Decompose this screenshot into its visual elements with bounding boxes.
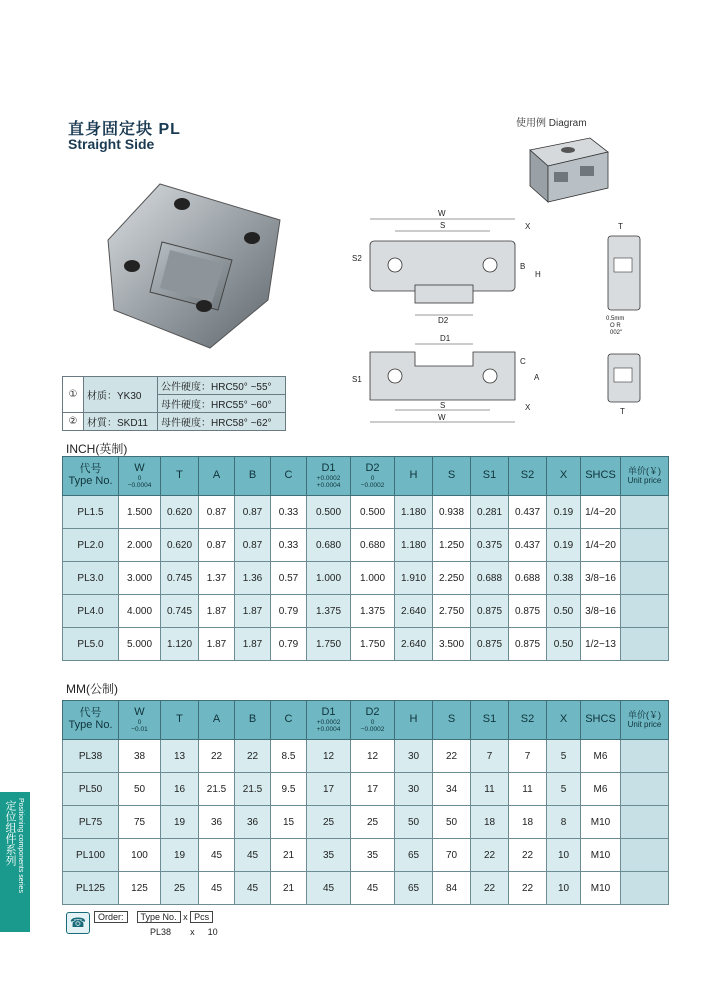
table-cell: 0.87 (235, 529, 271, 562)
header-type: 代号 Type No. (63, 701, 119, 740)
unit-price-cell[interactable] (621, 740, 669, 773)
material-hardness: 母件硬度：HRC55° ~60° (158, 395, 286, 413)
dim-h-label: H (535, 270, 541, 279)
dim-a-label: A (534, 373, 540, 382)
unit-price-cell[interactable] (621, 628, 669, 661)
table-cell: 0.33 (271, 529, 307, 562)
table-cell: 1.87 (199, 628, 235, 661)
table-cell: 36 (235, 806, 271, 839)
header-t: T (161, 457, 199, 496)
table-cell: 45 (307, 872, 351, 905)
drawing-top-view (340, 205, 550, 325)
material-hardness: 公件硬度：HRC50° ~55° (158, 377, 286, 395)
header-d1: D1 +0.0002 +0.0004 (307, 457, 351, 496)
table-cell: 21.5 (235, 773, 271, 806)
table-cell: 22 (471, 839, 509, 872)
table-cell: 0.87 (199, 496, 235, 529)
table-cell: 4.000 (119, 595, 161, 628)
table-cell: 65 (395, 839, 433, 872)
header-a: A (199, 701, 235, 740)
material-row (63, 413, 286, 431)
table-row (63, 562, 669, 595)
table-row (63, 628, 669, 661)
table-cell: 34 (433, 773, 471, 806)
table-cell: 0.375 (471, 529, 509, 562)
material-hardness: 母件硬度：HRC58° ~62° (158, 413, 286, 431)
dim-x-label-bottom: X (525, 403, 531, 412)
table-cell: 22 (471, 872, 509, 905)
table-cell: 1.750 (351, 628, 395, 661)
header-d1: D1 +0.0002 +0.0004 (307, 701, 351, 740)
table-cell: 0.620 (161, 529, 199, 562)
table-cell: 1/4−20 (581, 529, 621, 562)
unit-price-cell[interactable] (621, 595, 669, 628)
table-cell: 1.500 (119, 496, 161, 529)
table-cell: 45 (235, 839, 271, 872)
order-pcs-label: Pcs (190, 911, 213, 923)
order-type-label: Type No. (137, 911, 181, 923)
table-cell: 0.437 (509, 496, 547, 529)
table-cell: 21 (271, 872, 307, 905)
material-index: ② (63, 413, 84, 431)
table-cell: 12 (351, 740, 395, 773)
table-cell: 0.938 (433, 496, 471, 529)
table-cell: 2.640 (395, 595, 433, 628)
header-s2: S2 (509, 701, 547, 740)
side-tab-en: Positioning components series (17, 798, 24, 893)
order-line (94, 912, 213, 922)
table-row (63, 529, 669, 562)
table-cell: PL125 (63, 872, 119, 905)
material-name: 材質：SKD11 (84, 413, 158, 431)
table-row (63, 872, 669, 905)
order-example (150, 927, 218, 937)
table-cell: 8.5 (271, 740, 307, 773)
header-t: T (161, 701, 199, 740)
table-cell: 70 (433, 839, 471, 872)
table-cell: 8 (547, 806, 581, 839)
dim-w-label-bottom: W (438, 413, 446, 422)
table-cell: 7 (509, 740, 547, 773)
table-cell: 21.5 (199, 773, 235, 806)
table-cell: 0.87 (199, 529, 235, 562)
table-cell: PL3.0 (63, 562, 119, 595)
table-cell: 0.680 (351, 529, 395, 562)
table-cell: 10 (547, 839, 581, 872)
table-cell: 0.19 (547, 496, 581, 529)
mm-spec-table (62, 700, 669, 905)
table-cell: 0.875 (471, 595, 509, 628)
table-cell: 19 (161, 839, 199, 872)
dim-t-label: T (618, 222, 623, 231)
table-cell: 50 (395, 806, 433, 839)
mm-table-body (63, 740, 669, 905)
table-cell: M6 (581, 773, 621, 806)
table-cell: 3.500 (433, 628, 471, 661)
header-x: X (547, 701, 581, 740)
table-cell: 10 (547, 872, 581, 905)
table-cell: 0.875 (509, 595, 547, 628)
table-cell: 0.38 (547, 562, 581, 595)
order-label: Order: (94, 911, 128, 923)
table-cell: 1.250 (433, 529, 471, 562)
table-cell: 22 (433, 740, 471, 773)
dim-d2-label: D2 (438, 316, 449, 325)
diagram-label: 使用例 Diagram (516, 118, 587, 129)
unit-price-cell[interactable] (621, 562, 669, 595)
table-cell: 25 (161, 872, 199, 905)
table-cell: 45 (199, 839, 235, 872)
table-cell: 25 (307, 806, 351, 839)
table-header-row (63, 701, 669, 740)
radius-label-2: O R (610, 323, 621, 329)
table-cell: 5 (547, 740, 581, 773)
header-c: C (271, 457, 307, 496)
header-s1: S1 (471, 457, 509, 496)
table-cell: 1.87 (235, 595, 271, 628)
table-cell: PL38 (63, 740, 119, 773)
table-cell: 1/4−20 (581, 496, 621, 529)
table-cell: 1.120 (161, 628, 199, 661)
header-c: C (271, 701, 307, 740)
table-cell: 9.5 (271, 773, 307, 806)
table-cell: 0.745 (161, 595, 199, 628)
table-cell: 1.375 (307, 595, 351, 628)
header-shcs: SHCS (581, 457, 621, 496)
table-cell: 1.87 (199, 595, 235, 628)
side-category-tab (0, 792, 30, 932)
table-cell: 38 (119, 740, 161, 773)
dim-w-label: W (438, 209, 446, 218)
table-cell: 100 (119, 839, 161, 872)
table-cell: 0.50 (547, 628, 581, 661)
dim-s-label-bottom: S (440, 401, 446, 410)
table-cell: 45 (235, 872, 271, 905)
unit-price-cell[interactable] (621, 839, 669, 872)
table-cell: 2.640 (395, 628, 433, 661)
header-h: H (395, 701, 433, 740)
table-cell: 1.000 (351, 562, 395, 595)
header-s: S (433, 701, 471, 740)
table-cell: PL100 (63, 839, 119, 872)
table-cell: 1.87 (235, 628, 271, 661)
table-cell: 22 (509, 872, 547, 905)
table-cell: 7 (471, 740, 509, 773)
table-cell: 0.19 (547, 529, 581, 562)
table-cell: 25 (351, 806, 395, 839)
table-cell: 0.281 (471, 496, 509, 529)
dim-c-label: C (520, 357, 526, 366)
material-table (62, 376, 286, 431)
table-cell: 0.500 (307, 496, 351, 529)
table-cell: 11 (471, 773, 509, 806)
order-example-qty: 10 (207, 927, 218, 937)
table-row (63, 773, 669, 806)
unit-price-cell[interactable] (621, 496, 669, 529)
table-cell: 3/8−16 (581, 562, 621, 595)
table-row (63, 595, 669, 628)
table-cell: 36 (199, 806, 235, 839)
table-cell: M10 (581, 839, 621, 872)
table-cell: 5.000 (119, 628, 161, 661)
table-cell: 17 (351, 773, 395, 806)
table-cell: 18 (471, 806, 509, 839)
table-cell: 22 (199, 740, 235, 773)
table-cell: 0.745 (161, 562, 199, 595)
order-example-x: x (190, 927, 195, 937)
table-cell: 3/8−16 (581, 595, 621, 628)
dim-b-label: B (520, 262, 526, 271)
table-cell: 19 (161, 806, 199, 839)
table-cell: 13 (161, 740, 199, 773)
inch-section-label: INCH(英制) (66, 442, 128, 456)
header-b: B (235, 701, 271, 740)
dim-x-label: X (525, 222, 531, 231)
table-cell: PL2.0 (63, 529, 119, 562)
table-cell: 0.87 (235, 496, 271, 529)
inch-spec-table (62, 456, 669, 661)
table-cell: 17 (307, 773, 351, 806)
table-cell: 30 (395, 740, 433, 773)
page-title: 直身固定块 PL (68, 121, 181, 138)
dim-s-label: S (440, 221, 446, 230)
table-cell: 22 (235, 740, 271, 773)
unit-price-cell[interactable] (621, 773, 669, 806)
table-cell: 1/2−13 (581, 628, 621, 661)
table-cell: 2.250 (433, 562, 471, 595)
header-w: W 0 −0.0004 (119, 457, 161, 496)
header-a: A (199, 457, 235, 496)
usage-diagram (520, 130, 610, 205)
table-cell: 1.180 (395, 529, 433, 562)
table-cell: 1.000 (307, 562, 351, 595)
table-cell: PL50 (63, 773, 119, 806)
table-header-row (63, 457, 669, 496)
table-cell: PL4.0 (63, 595, 119, 628)
table-cell: 1.37 (199, 562, 235, 595)
page-subtitle: Straight Side (68, 136, 155, 152)
table-cell: 5 (547, 773, 581, 806)
table-cell: 0.875 (509, 628, 547, 661)
table-cell: PL1.5 (63, 496, 119, 529)
header-s: S (433, 457, 471, 496)
material-index: ① (63, 377, 84, 413)
order-example-type: PL38 (150, 927, 172, 937)
table-cell: PL75 (63, 806, 119, 839)
table-cell: 30 (395, 773, 433, 806)
table-cell: 45 (199, 872, 235, 905)
table-cell: 22 (509, 839, 547, 872)
header-b: B (235, 457, 271, 496)
table-cell: M10 (581, 872, 621, 905)
dim-s1-label: S1 (352, 375, 362, 384)
mm-section-label: MM(公制) (66, 682, 118, 696)
table-cell: 1.180 (395, 496, 433, 529)
table-cell: 35 (351, 839, 395, 872)
table-cell: 50 (433, 806, 471, 839)
table-cell: 15 (271, 806, 307, 839)
dim-t-label-bottom: T (620, 407, 625, 416)
table-cell: 50 (119, 773, 161, 806)
table-cell: M6 (581, 740, 621, 773)
table-cell: 0.50 (547, 595, 581, 628)
table-cell: 0.688 (471, 562, 509, 595)
side-tab-cn: 定位组件系列 (4, 800, 16, 866)
header-x: X (547, 457, 581, 496)
header-d2: D2 0 −0.0002 (351, 701, 395, 740)
table-cell: 2.750 (433, 595, 471, 628)
table-cell: 21 (271, 839, 307, 872)
header-price: 单价(￥) Unit price (621, 457, 669, 496)
material-name: 材质：YK30 (84, 377, 158, 413)
header-s2: S2 (509, 457, 547, 496)
table-cell: 0.875 (471, 628, 509, 661)
header-h: H (395, 457, 433, 496)
table-cell: 16 (161, 773, 199, 806)
table-row (63, 806, 669, 839)
table-cell: 35 (307, 839, 351, 872)
table-cell: 2.000 (119, 529, 161, 562)
dim-d1-label: D1 (440, 334, 451, 343)
header-shcs: SHCS (581, 701, 621, 740)
table-cell: PL5.0 (63, 628, 119, 661)
table-row (63, 740, 669, 773)
table-cell: 0.620 (161, 496, 199, 529)
product-photo (100, 180, 290, 350)
table-cell: 1.36 (235, 562, 271, 595)
table-cell: 0.688 (509, 562, 547, 595)
table-cell: 0.500 (351, 496, 395, 529)
table-cell: 0.79 (271, 595, 307, 628)
phone-icon: ☎ (66, 912, 90, 934)
unit-price-cell[interactable] (621, 806, 669, 839)
table-cell: 12 (307, 740, 351, 773)
table-cell: 125 (119, 872, 161, 905)
drawing-bottom-view (340, 330, 550, 430)
table-cell: 1.910 (395, 562, 433, 595)
table-cell: 45 (351, 872, 395, 905)
header-w: W 0 −0.01 (119, 701, 161, 740)
table-row (63, 496, 669, 529)
order-x: x (183, 912, 188, 922)
drawing-side-view (600, 220, 650, 340)
table-cell: 84 (433, 872, 471, 905)
table-cell: 0.79 (271, 628, 307, 661)
dim-s2-label: S2 (352, 254, 362, 263)
inch-table-body (63, 496, 669, 661)
table-cell: 1.375 (351, 595, 395, 628)
table-cell: 65 (395, 872, 433, 905)
header-type: 代号 Type No. (63, 457, 119, 496)
table-cell: 0.437 (509, 529, 547, 562)
radius-label-1: 0.5mm (606, 316, 625, 322)
table-cell: 0.33 (271, 496, 307, 529)
material-row (63, 377, 286, 395)
header-d2: D2 0 −0.0002 (351, 457, 395, 496)
table-cell: 0.57 (271, 562, 307, 595)
table-cell: 3.000 (119, 562, 161, 595)
table-cell: 11 (509, 773, 547, 806)
table-cell: 18 (509, 806, 547, 839)
table-row (63, 839, 669, 872)
table-cell: 75 (119, 806, 161, 839)
table-cell: M10 (581, 806, 621, 839)
header-price: 单价(￥) Unit price (621, 701, 669, 740)
table-cell: 1.750 (307, 628, 351, 661)
drawing-side-view-bottom (600, 348, 650, 418)
table-cell: 0.680 (307, 529, 351, 562)
radius-label-3: 002" (610, 330, 623, 336)
unit-price-cell[interactable] (621, 872, 669, 905)
header-s1: S1 (471, 701, 509, 740)
unit-price-cell[interactable] (621, 529, 669, 562)
